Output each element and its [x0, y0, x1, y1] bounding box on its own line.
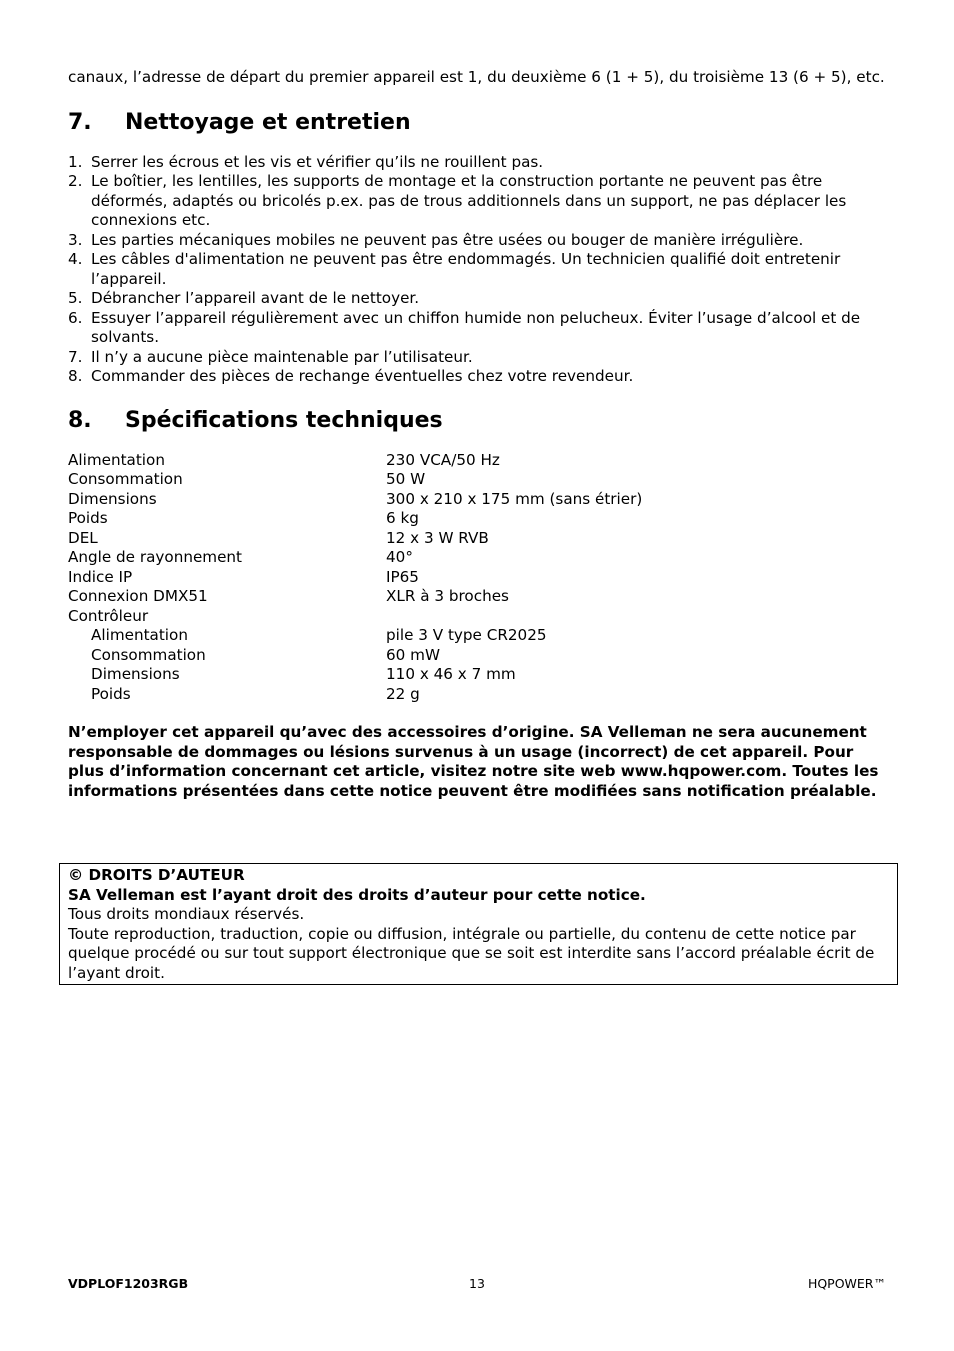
list-item-text: Les parties mécaniques mobiles ne peuvent pas être usées ou bouger de manière irrégulière.: [91, 230, 804, 249]
spec-value: 60 mW: [386, 645, 440, 664]
spec-row: [68, 568, 886, 588]
section-7-title: Nettoyage et entretien: [125, 109, 411, 135]
intro-paragraph: canaux, l’adresse de départ du premier appareil est 1, du deuxième 6 (1 + 5), du troisième 13 (6 + 5), etc.: [68, 68, 885, 86]
spec-label: DEL: [68, 528, 98, 547]
spec-value: 40°: [386, 548, 413, 566]
section-8-title: Spécifications techniques: [125, 407, 443, 433]
spec-row: [68, 646, 886, 666]
list-item-number: 6.: [68, 308, 83, 327]
list-item: [68, 367, 886, 387]
list-item-number: 5.: [68, 289, 83, 307]
spec-row: [68, 490, 886, 510]
list-item-text: Serrer les écrous et les vis et vérifier qu’ils ne rouillent pas.: [91, 152, 544, 171]
footer-page-number: 13: [469, 1276, 485, 1291]
list-item-number: 4.: [68, 250, 83, 268]
list-item: [68, 231, 886, 251]
spec-row: [68, 587, 886, 607]
spec-row: [68, 529, 886, 549]
copyright-box: [59, 863, 898, 985]
spec-row: [68, 451, 886, 471]
footer-brand: HQPOWER™: [807, 1276, 886, 1291]
list-item-text: Le boîtier, les lentilles, les supports de montage et la construction portante ne peuvent pas être déformés, adaptés ou bricolés p.ex. pas de trous additionnels dans un support, ne pas déplacer les connexions etc.: [91, 172, 847, 229]
spec-value: 300 x 210 x 175 mm (sans étrier): [386, 489, 643, 508]
list-item-number: 2.: [68, 172, 83, 190]
spec-value: pile 3 V type CR2025: [386, 626, 547, 644]
disclaimer-paragraph: N’employer cet appareil qu’avec des accessoires d’origine. SA Velleman ne sera aucunement responsable de dommages ou lésions survenus à un usage (incorrect) de cet appareil. Pour plus d’information concernant cet article, visitez notre site web www.hqpower.com. Toutes les informations présentées dans cette notice peuvent être modifiées sans notification préalable.: [68, 723, 879, 800]
spec-label: Poids: [91, 684, 131, 703]
list-item-text: Essuyer l’appareil régulièrement avec un chiffon humide non pelucheux. Éviter l’usage d’alcool et de solvants.: [91, 308, 861, 346]
spec-value: 110 x 46 x 7 mm: [386, 665, 516, 683]
spec-row: [68, 509, 886, 529]
list-item-text: Il n’y a aucune pièce maintenable par l’utilisateur.: [91, 347, 473, 366]
spec-label: Poids: [68, 509, 108, 527]
section-8-heading: [68, 407, 886, 435]
spec-label: Dimensions: [91, 665, 180, 683]
spec-row: [68, 685, 886, 705]
section-7-heading: [68, 109, 886, 137]
list-item-number: 3.: [68, 230, 83, 249]
spec-value: XLR à 3 broches: [386, 587, 509, 605]
spec-label: Angle de rayonnement: [68, 548, 243, 566]
spec-label: Alimentation: [91, 626, 188, 644]
spec-label: Consommation: [91, 645, 206, 664]
section-7-number: 7.: [68, 109, 92, 135]
spec-value: 230 VCA/50 Hz: [386, 450, 500, 469]
maintenance-list: [68, 153, 886, 387]
list-item-text: Débrancher l’appareil avant de le nettoyer.: [91, 289, 420, 307]
spec-value: 22 g: [386, 684, 420, 703]
list-item-text: Commander des pièces de rechange éventuelles chez votre revendeur.: [91, 367, 634, 385]
copyright-rights: Tous droits mondiaux réservés.: [68, 905, 305, 923]
section-8-number: 8.: [68, 407, 92, 433]
controller-label: Contrôleur: [68, 606, 149, 625]
copyright-body: Toute reproduction, traduction, copie ou diffusion, intégrale ou partielle, du contenu de cette notice par quelque procédé ou sur tout support électronique que se soit est interdite sans l’accord préalable écrit de l’ayant droit.: [68, 924, 875, 982]
list-item-text: Les câbles d'alimentation ne peuvent pas être endommagés. Un technicien qualifié doit entretenir l’appareil.: [91, 250, 841, 288]
spec-value: IP65: [386, 567, 419, 586]
list-item-number: 1.: [68, 152, 83, 171]
spec-label: Dimensions: [68, 489, 157, 508]
spec-row: [68, 548, 886, 568]
controller-heading-row: [68, 607, 886, 627]
list-item: [68, 309, 886, 348]
list-item: [68, 172, 886, 231]
spec-row: [68, 470, 886, 490]
spec-label: Indice IP: [68, 567, 133, 586]
spec-value: 6 kg: [386, 509, 419, 527]
footer-model: VDPLOF1203RGB: [68, 1276, 189, 1291]
spec-row: [68, 626, 886, 646]
spec-value: 12 x 3 W RVB: [386, 528, 489, 547]
spec-table: [68, 451, 886, 705]
list-item-number: 7.: [68, 347, 83, 366]
spec-row: [68, 665, 886, 685]
page-content: [68, 68, 886, 801]
list-item: [68, 289, 886, 309]
spec-label: Connexion DMX51: [68, 587, 208, 605]
list-item: [68, 153, 886, 173]
spec-label: Consommation: [68, 470, 183, 488]
page-footer: [68, 1276, 886, 1292]
spec-value: 50 W: [386, 470, 426, 488]
list-item: [68, 250, 886, 289]
copyright-heading: © DROITS D’AUTEUR: [68, 866, 245, 884]
spec-label: Alimentation: [68, 450, 165, 469]
list-item-number: 8.: [68, 367, 83, 385]
list-item: [68, 348, 886, 368]
copyright-owner: SA Velleman est l’ayant droit des droits d’auteur pour cette notice.: [68, 885, 646, 904]
